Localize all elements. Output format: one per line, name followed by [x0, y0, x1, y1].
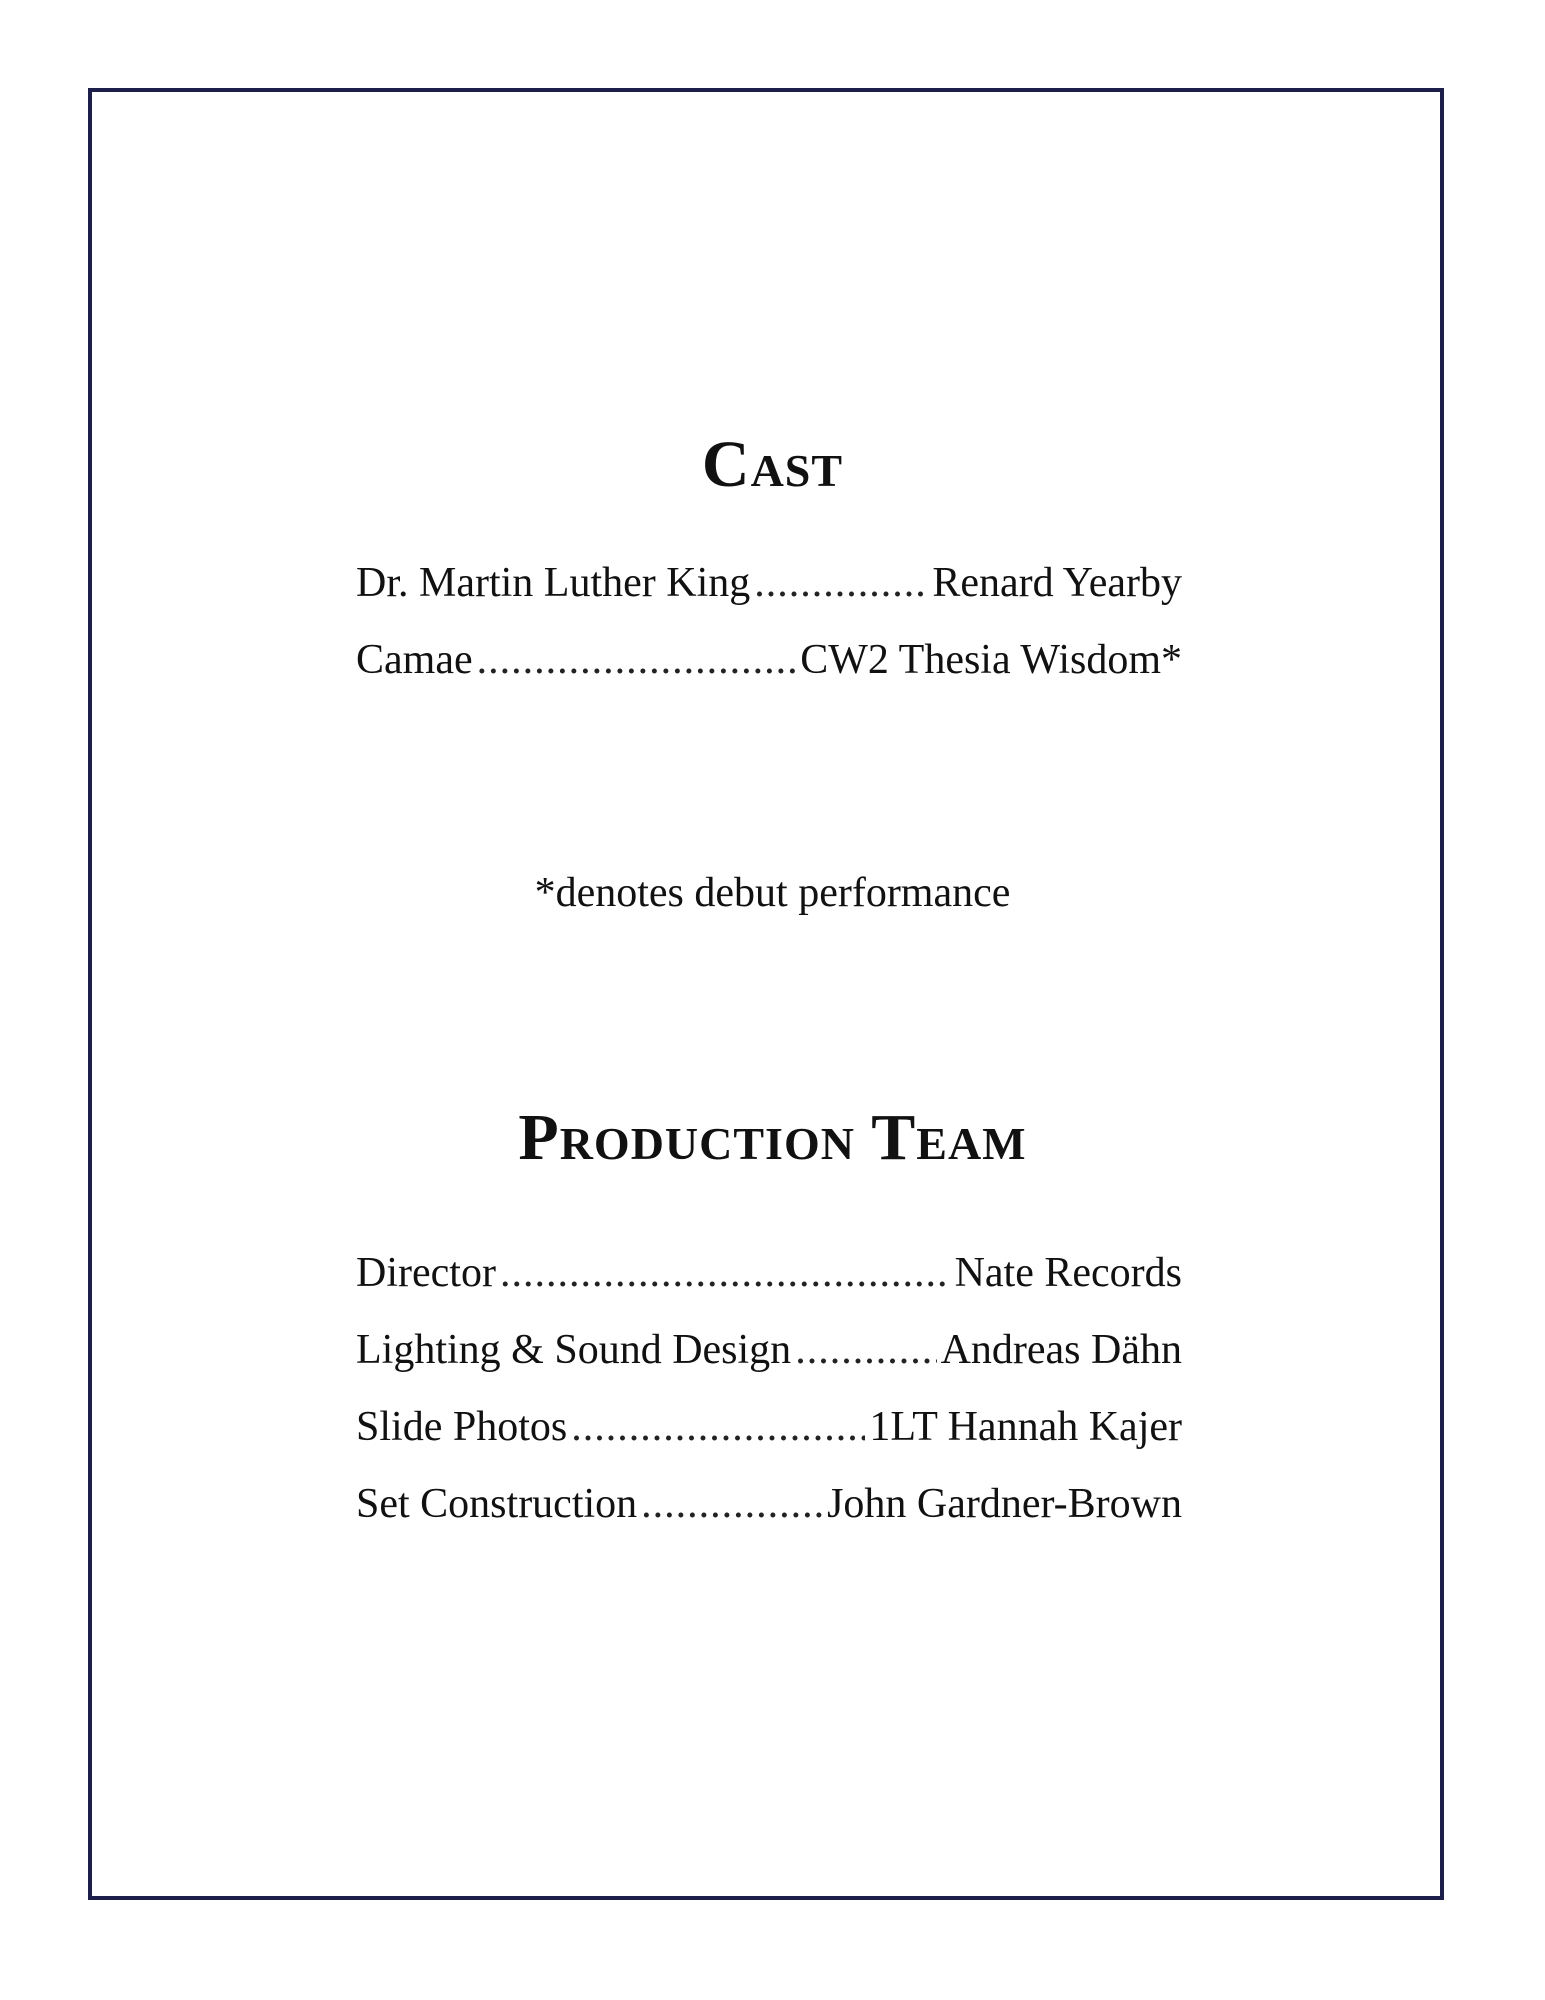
dot-leader	[641, 1483, 823, 1525]
production-role: Lighting & Sound Design	[356, 1329, 792, 1373]
production-team-list	[356, 1252, 1182, 1560]
cast-role: Dr. Martin Luther King	[356, 562, 751, 606]
cast-list	[356, 562, 1182, 716]
production-role: Set Construction	[356, 1483, 638, 1527]
dot-leader	[500, 1252, 951, 1294]
production-role: Slide Photos	[356, 1406, 568, 1450]
production-team-heading: Production Team	[518, 1101, 1027, 1174]
dot-leader	[795, 1329, 936, 1371]
dot-leader	[477, 639, 797, 681]
production-member: Nate Records	[954, 1252, 1182, 1296]
production-role: Director	[356, 1252, 496, 1296]
cast-entry	[356, 562, 1182, 639]
cast-role: Camae	[356, 639, 473, 683]
cast-entry	[356, 639, 1182, 716]
cast-performer: CW2 Thesia Wisdom*	[800, 639, 1182, 683]
page-border	[88, 88, 1444, 1900]
production-entry	[356, 1329, 1182, 1406]
production-member: Andreas Dähn	[940, 1329, 1182, 1373]
production-entry	[356, 1483, 1182, 1560]
debut-note: *denotes debut performance	[534, 870, 1011, 916]
production-member: 1LT Hannah Kajer	[869, 1406, 1182, 1450]
cast-performer: Renard Yearby	[932, 562, 1182, 606]
dot-leader	[754, 562, 928, 604]
production-entry	[356, 1406, 1182, 1483]
dot-leader	[571, 1406, 865, 1448]
production-entry	[356, 1252, 1182, 1329]
cast-heading: Cast	[701, 428, 844, 501]
production-member: John Gardner-Brown	[827, 1483, 1182, 1527]
